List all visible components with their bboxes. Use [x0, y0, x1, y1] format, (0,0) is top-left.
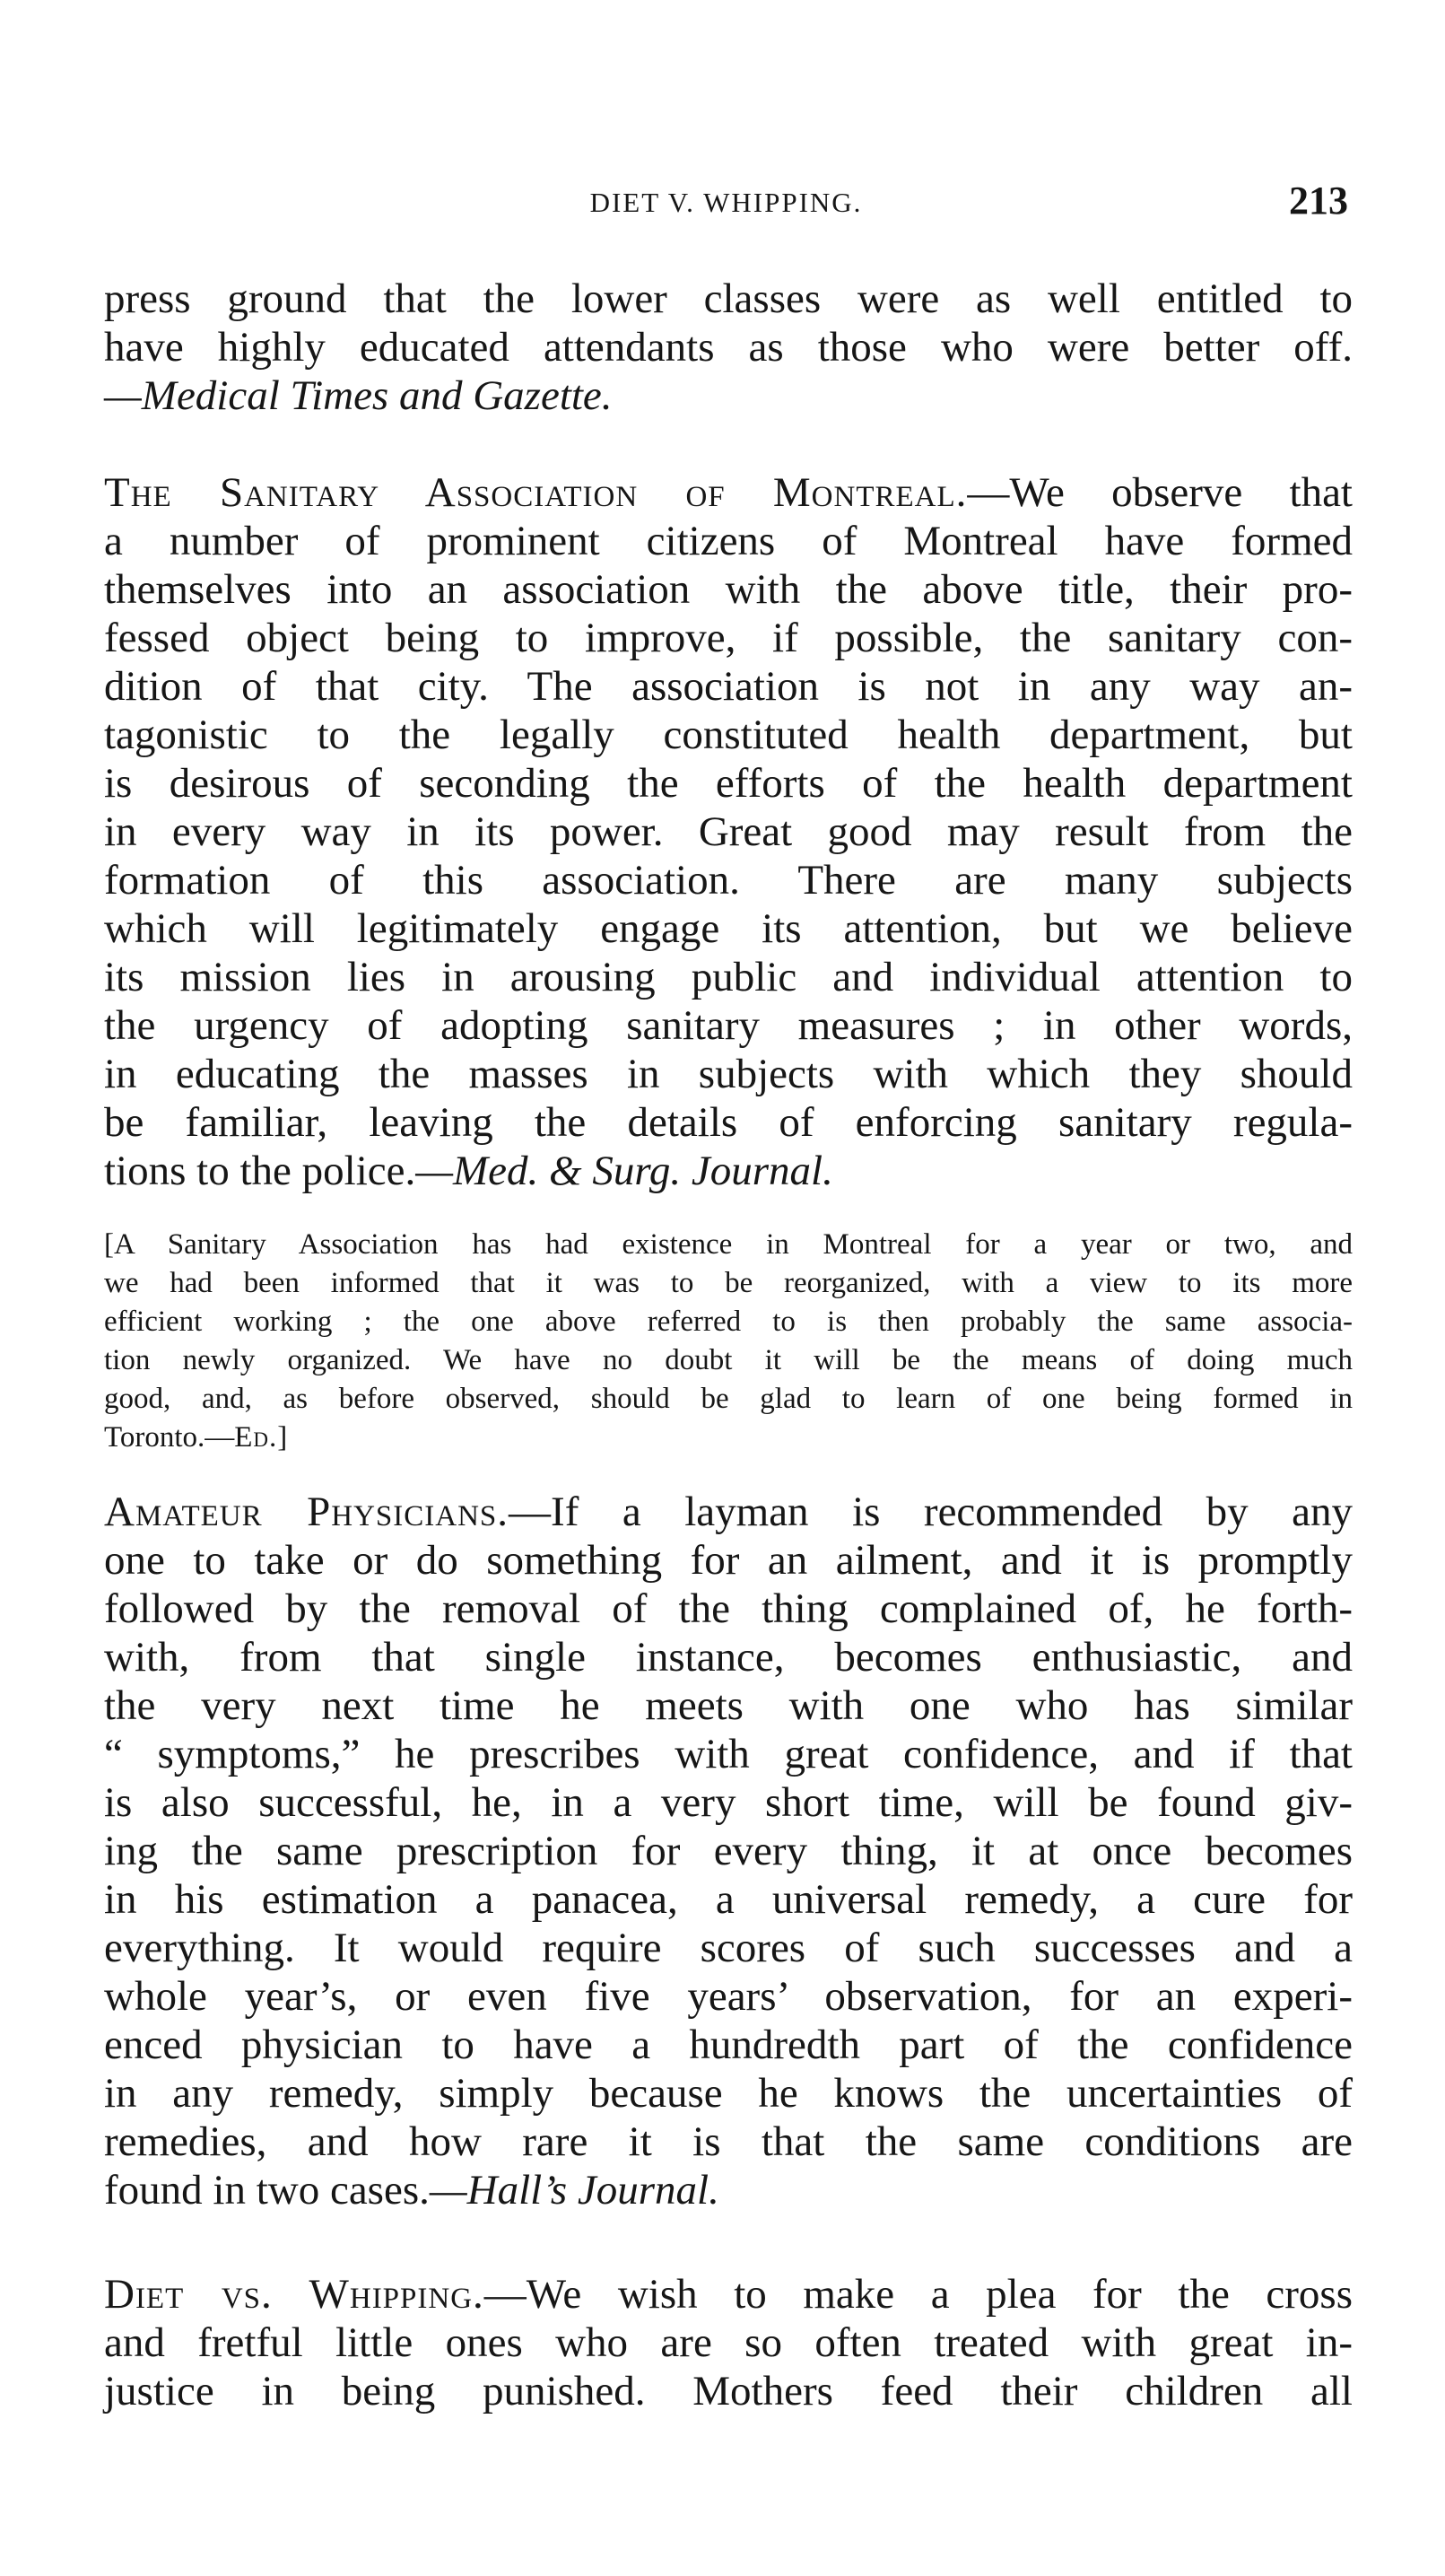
paragraph-line: its mission lies in arousing public and individual attention to — [104, 954, 1353, 1000]
note-line: [A Sanitary Association has had existence in Montreal for a year or two, and — [104, 1228, 1353, 1261]
article-heading: Amateur Physicians. — [104, 1489, 509, 1535]
sanitary-article — [104, 468, 1353, 1195]
running-title: DIET V. WHIPPING. — [589, 187, 863, 218]
paragraph-line: the urgency of adopting sanitary measures ; in other words, — [104, 1002, 1353, 1049]
note-last-line — [104, 1419, 1353, 1457]
editor-note — [104, 1226, 1353, 1457]
paragraph-line: followed by the removal of the thing complained of, he forth- — [104, 1585, 1353, 1632]
source-citation: —Hall’s Journal. — [429, 2167, 719, 2214]
article-last-line — [104, 2166, 1353, 2214]
paragraph-line: tagonistic to the legally constituted health department, but — [104, 712, 1353, 758]
editor-signature: Ed. — [234, 1421, 278, 1454]
paragraph-line: be familiar, leaving the details of enforcing sanitary regula- — [104, 1099, 1353, 1146]
article-first-line — [104, 2270, 1353, 2318]
note-line: tion newly organized. We have no doubt it will be the means of doing much — [104, 1344, 1353, 1376]
diet-article — [104, 2270, 1353, 2415]
paragraph-line: have highly educated attendants as those who were better off. — [104, 324, 1353, 371]
paragraph-line: in educating the masses in subjects with which they should — [104, 1051, 1353, 1097]
article-last-line — [104, 1147, 1353, 1195]
paragraph-line: the very next time he meets with one who has similar — [104, 1682, 1353, 1729]
last-line-text: tions to the police. — [104, 1148, 416, 1194]
paragraph-line: fessed object being to improve, if possible, the sanitary con- — [104, 615, 1353, 661]
paragraph-line: in his estimation a panacea, a universal remedy, a cure for — [104, 1876, 1353, 1923]
note-line: we had been informed that it was to be reorganized, with a view to its more — [104, 1267, 1353, 1299]
last-line-text: found in two cases. — [104, 2167, 430, 2214]
paragraph-line: justice in being punished. Mothers feed their children all — [104, 2368, 1353, 2414]
running-head — [104, 178, 1348, 228]
page-number: 213 — [1289, 179, 1348, 223]
paragraph-line: everything. It would require scores of such successes and a — [104, 1925, 1353, 1971]
paragraph-line: is also successful, he, in a very short time, will be found giv- — [104, 1779, 1353, 1826]
source-citation: —Med. & Surg. Journal. — [415, 1148, 833, 1194]
paragraph-line: “ symptoms,” he prescribes with great confidence, and if that — [104, 1731, 1353, 1777]
paragraph-line: whole year’s, or even five years’ observation, for an experi- — [104, 1973, 1353, 2020]
amateur-article — [104, 1488, 1353, 2214]
paragraph-line: with, from that single instance, becomes enthusiastic, and — [104, 1634, 1353, 1681]
top-paragraph — [104, 275, 1353, 420]
first-line-text: —We observe that — [967, 469, 1353, 516]
first-line-text: —We wish to make a plea for the cross — [483, 2271, 1354, 2318]
paragraph-line: press ground that the lower classes were as well entitled to — [104, 275, 1353, 322]
first-line-text: —If a layman is recommended by any — [509, 1489, 1354, 1535]
source-citation: —Medical Times and Gazette. — [104, 372, 613, 419]
paragraph-line: formation of this association. There are many subjects — [104, 857, 1353, 904]
paragraph-line: a number of prominent citizens of Montreal have formed — [104, 518, 1353, 564]
note-line: efficient working ; the one above referred to is then probably the same associa- — [104, 1305, 1353, 1338]
paragraph-line: ing the same prescription for every thing, it at once becomes — [104, 1828, 1353, 1874]
paragraph-line: in any remedy, simply because he knows the uncertainties of — [104, 2070, 1353, 2117]
paragraph-line: dition of that city. The association is not in any way an- — [104, 663, 1353, 710]
paragraph-line: and fretful little ones who are so often treated with great in- — [104, 2319, 1353, 2366]
note-line: good, and, as before observed, should be glad to learn of one being formed in — [104, 1383, 1353, 1415]
note-last-text: Toronto.— — [104, 1421, 235, 1454]
paragraph-line: one to take or do something for an ailment, and it is promptly — [104, 1537, 1353, 1584]
note-closing-bracket: ] — [277, 1421, 288, 1454]
paragraph-line: remedies, and how rare it is that the same conditions are — [104, 2118, 1353, 2165]
article-first-line — [104, 468, 1353, 517]
article-heading: Diet vs. Whipping. — [104, 2271, 484, 2318]
paragraph-line: in every way in its power. Great good may result from the — [104, 808, 1353, 855]
paragraph-line: which will legitimately engage its attention, but we believe — [104, 905, 1353, 952]
paragraph-line: themselves into an association with the above title, their pro- — [104, 566, 1353, 613]
paragraph-line: enced physician to have a hundredth part of the confidence — [104, 2022, 1353, 2068]
article-first-line — [104, 1488, 1353, 1536]
paragraph-line: is desirous of seconding the efforts of the health department — [104, 760, 1353, 807]
article-heading: The Sanitary Association of Montreal. — [104, 469, 968, 516]
